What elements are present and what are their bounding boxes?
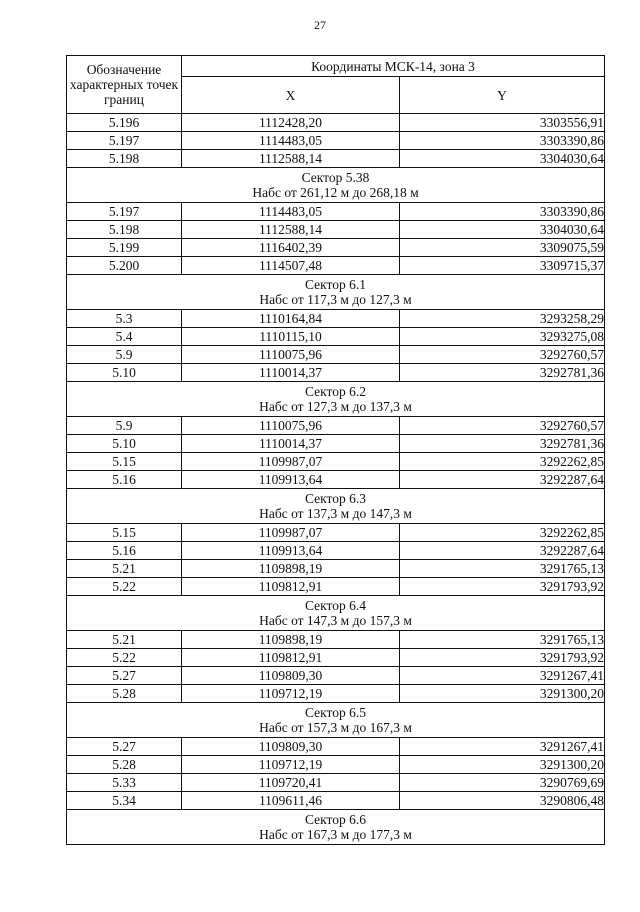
sector-header — [67, 810, 605, 845]
coord-y: 3292287,64 — [400, 471, 605, 489]
table-row — [67, 471, 605, 489]
sector-title: Сектор 6.4 — [305, 598, 367, 613]
table-row — [67, 203, 605, 221]
coord-x: 1114483,05 — [182, 203, 400, 221]
coord-x: 1109809,30 — [182, 738, 400, 756]
sector-height-range: Набс от 147,3 м до 157,3 м — [259, 613, 412, 628]
coord-x: 1116402,39 — [182, 239, 400, 257]
sector-header — [67, 168, 605, 203]
sector-header-row — [67, 168, 605, 203]
point-id: 5.16 — [67, 471, 182, 489]
sector-header-row — [67, 275, 605, 310]
coord-x: 1110075,96 — [182, 346, 400, 364]
sector-title: Сектор 6.3 — [305, 491, 367, 506]
point-id: 5.198 — [67, 221, 182, 239]
coord-y: 3293258,29 — [400, 310, 605, 328]
coord-x: 1110014,37 — [182, 435, 400, 453]
sector-header — [67, 275, 605, 310]
coord-y: 3292760,57 — [400, 417, 605, 435]
coord-x: 1109812,91 — [182, 578, 400, 596]
point-id: 5.34 — [67, 792, 182, 810]
coord-x: 1109812,91 — [182, 649, 400, 667]
point-id: 5.196 — [67, 114, 182, 132]
table-row — [67, 524, 605, 542]
table-row — [67, 774, 605, 792]
sector-header — [67, 489, 605, 524]
table-row — [67, 310, 605, 328]
coord-x: 1109987,07 — [182, 453, 400, 471]
coord-y: 3292287,64 — [400, 542, 605, 560]
point-id: 5.28 — [67, 756, 182, 774]
point-id: 5.197 — [67, 132, 182, 150]
table-row — [67, 453, 605, 471]
table-row — [67, 578, 605, 596]
coord-x: 1110014,37 — [182, 364, 400, 382]
coord-y: 3304030,64 — [400, 150, 605, 168]
sector-title: Сектор 6.2 — [305, 384, 367, 399]
point-id: 5.15 — [67, 453, 182, 471]
coord-y: 3292781,36 — [400, 435, 605, 453]
coord-y: 3290769,69 — [400, 774, 605, 792]
coord-y: 3292760,57 — [400, 346, 605, 364]
table-row — [67, 792, 605, 810]
sector-height-range: Набс от 127,3 м до 137,3 м — [259, 399, 412, 414]
table-header — [67, 56, 605, 114]
table-row — [67, 328, 605, 346]
coord-x: 1109611,46 — [182, 792, 400, 810]
point-id: 5.33 — [67, 774, 182, 792]
sector-title: Сектор 6.5 — [305, 705, 367, 720]
coord-y: 3292781,36 — [400, 364, 605, 382]
table-row — [67, 132, 605, 150]
table-row — [67, 346, 605, 364]
coord-y: 3291267,41 — [400, 738, 605, 756]
header-point-designation: Обозначение характерных точек границ — [67, 56, 182, 114]
point-id: 5.199 — [67, 239, 182, 257]
coord-y: 3291765,13 — [400, 631, 605, 649]
sector-header-row — [67, 703, 605, 738]
point-id: 5.4 — [67, 328, 182, 346]
sector-height-range: Набс от 261,12 м до 268,18 м — [252, 185, 419, 200]
coord-x: 1109809,30 — [182, 667, 400, 685]
sector-title: Сектор 6.1 — [305, 277, 367, 292]
table-body — [67, 114, 605, 845]
sector-height-range: Набс от 117,3 м до 127,3 м — [259, 292, 412, 307]
point-id: 5.200 — [67, 257, 182, 275]
header-x: X — [182, 77, 400, 114]
coord-x: 1112588,14 — [182, 221, 400, 239]
sector-header-row — [67, 596, 605, 631]
coord-y: 3303390,86 — [400, 203, 605, 221]
sector-header-row — [67, 810, 605, 845]
coord-y: 3309715,37 — [400, 257, 605, 275]
header-y: Y — [400, 77, 605, 114]
point-id: 5.9 — [67, 346, 182, 364]
point-id: 5.10 — [67, 364, 182, 382]
sector-header-row — [67, 489, 605, 524]
table-row — [67, 221, 605, 239]
table-row — [67, 560, 605, 578]
point-id: 5.22 — [67, 578, 182, 596]
coord-y: 3291765,13 — [400, 560, 605, 578]
coord-x: 1109712,19 — [182, 685, 400, 703]
coord-y: 3291793,92 — [400, 578, 605, 596]
coord-x: 1109913,64 — [182, 471, 400, 489]
table-row — [67, 257, 605, 275]
table-row — [67, 239, 605, 257]
coord-y: 3303556,91 — [400, 114, 605, 132]
table-row — [67, 667, 605, 685]
coord-x: 1112428,20 — [182, 114, 400, 132]
table-row — [67, 542, 605, 560]
point-id: 5.15 — [67, 524, 182, 542]
point-id: 5.21 — [67, 560, 182, 578]
page-number: 27 — [314, 18, 326, 32]
coord-x: 1109898,19 — [182, 631, 400, 649]
sector-title: Сектор 5.38 — [301, 170, 370, 185]
coord-y: 3292262,85 — [400, 453, 605, 471]
header-coordinate-system: Координаты МСК-14, зона 3 — [182, 56, 605, 77]
table-row — [67, 649, 605, 667]
sector-header-row — [67, 382, 605, 417]
point-id: 5.22 — [67, 649, 182, 667]
coord-y: 3290806,48 — [400, 792, 605, 810]
coord-x: 1109987,07 — [182, 524, 400, 542]
coord-x: 1109913,64 — [182, 542, 400, 560]
table-row — [67, 685, 605, 703]
sector-title: Сектор 6.6 — [305, 812, 367, 827]
table-row — [67, 631, 605, 649]
coord-x: 1110164,84 — [182, 310, 400, 328]
point-id: 5.9 — [67, 417, 182, 435]
coord-x: 1114483,05 — [182, 132, 400, 150]
coord-x: 1112588,14 — [182, 150, 400, 168]
coord-y: 3291267,41 — [400, 667, 605, 685]
coord-x: 1110115,10 — [182, 328, 400, 346]
coord-y: 3303390,86 — [400, 132, 605, 150]
coordinates-table — [66, 55, 605, 845]
coord-x: 1109712,19 — [182, 756, 400, 774]
point-id: 5.16 — [67, 542, 182, 560]
table-row — [67, 364, 605, 382]
coord-y: 3291300,20 — [400, 685, 605, 703]
point-id: 5.27 — [67, 738, 182, 756]
point-id: 5.197 — [67, 203, 182, 221]
coord-y: 3309075,59 — [400, 239, 605, 257]
sector-header — [67, 703, 605, 738]
point-id: 5.27 — [67, 667, 182, 685]
sector-header — [67, 382, 605, 417]
point-id: 5.3 — [67, 310, 182, 328]
table-row — [67, 756, 605, 774]
coord-y: 3293275,08 — [400, 328, 605, 346]
coord-x: 1109898,19 — [182, 560, 400, 578]
point-id: 5.28 — [67, 685, 182, 703]
coord-y: 3291300,20 — [400, 756, 605, 774]
coord-x: 1109720,41 — [182, 774, 400, 792]
point-id: 5.21 — [67, 631, 182, 649]
coord-x: 1110075,96 — [182, 417, 400, 435]
table-row — [67, 114, 605, 132]
table-row — [67, 417, 605, 435]
sector-height-range: Набс от 137,3 м до 147,3 м — [259, 506, 412, 521]
coord-x: 1114507,48 — [182, 257, 400, 275]
point-id: 5.198 — [67, 150, 182, 168]
coord-y: 3291793,92 — [400, 649, 605, 667]
point-id: 5.10 — [67, 435, 182, 453]
sector-header — [67, 596, 605, 631]
sector-height-range: Набс от 167,3 м до 177,3 м — [259, 827, 412, 842]
table-row — [67, 738, 605, 756]
coord-y: 3304030,64 — [400, 221, 605, 239]
sector-height-range: Набс от 157,3 м до 167,3 м — [259, 720, 412, 735]
table-row — [67, 435, 605, 453]
table-row — [67, 150, 605, 168]
coord-y: 3292262,85 — [400, 524, 605, 542]
